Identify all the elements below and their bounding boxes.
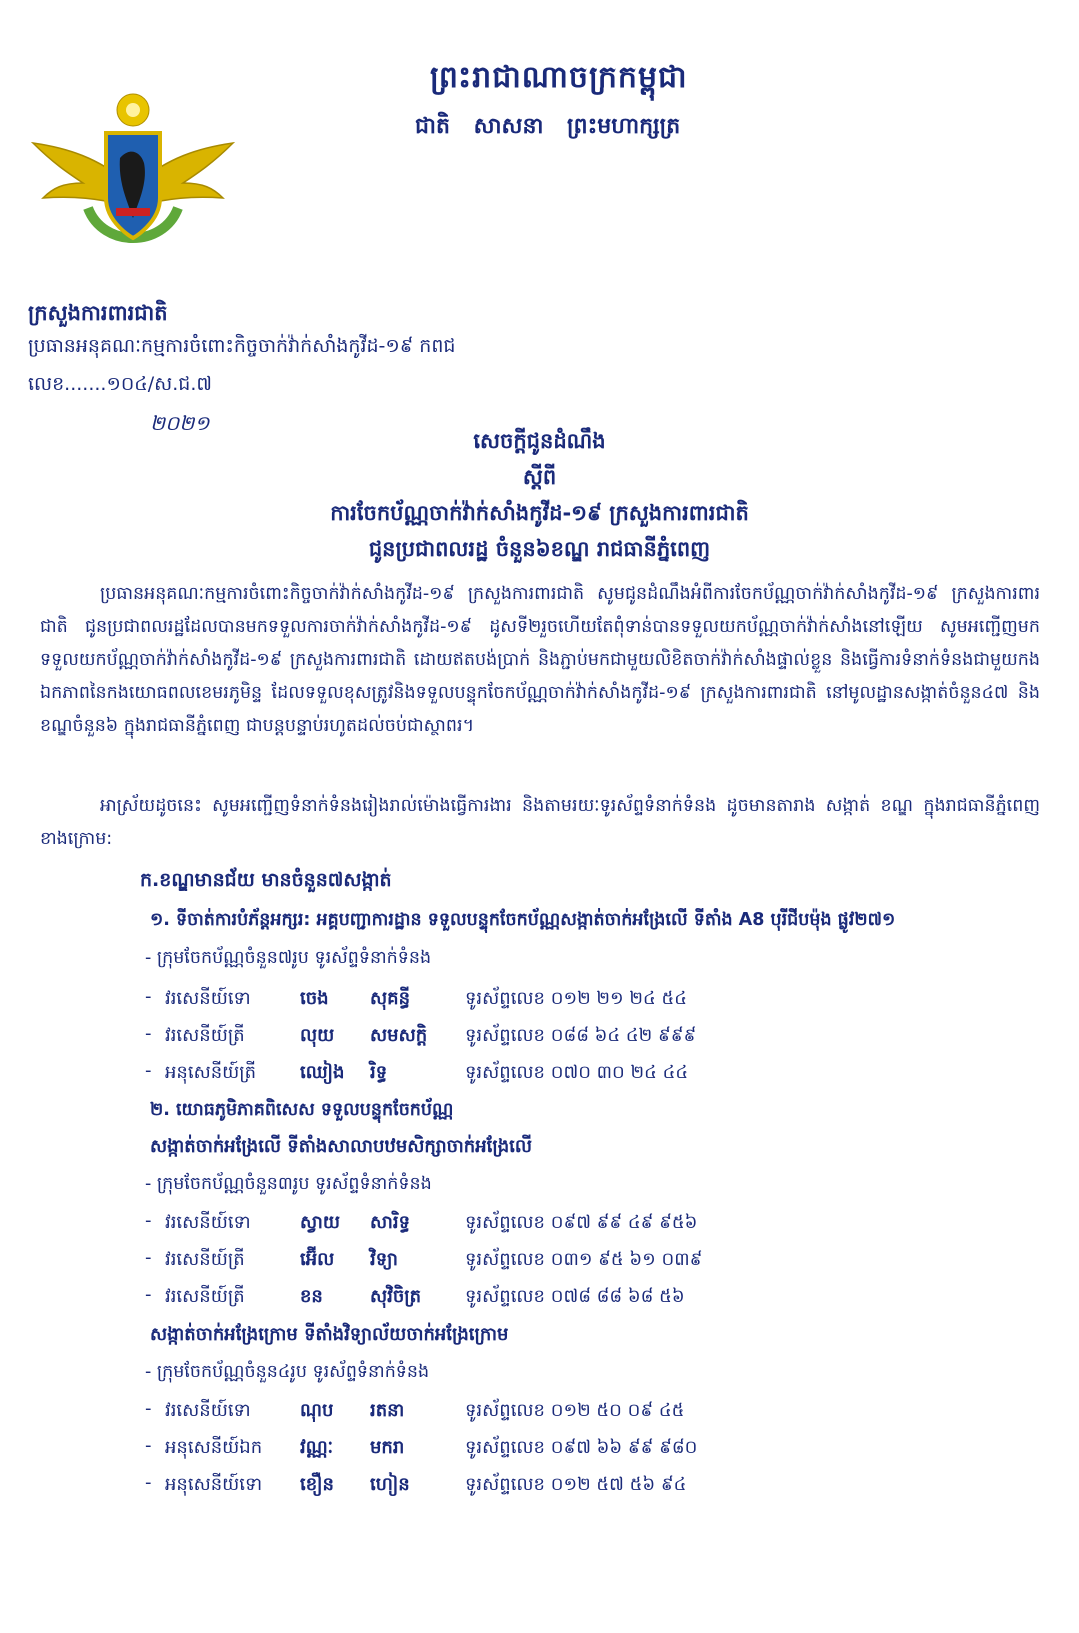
member-dash: - [145,986,152,1007]
member-family-name: ឈៀង [300,1062,345,1083]
member-rank: វរសេនីយ៍ទោ [165,1212,251,1233]
member-phone: ទូរស័ព្ទលេខ ០៧៨ ៨៨ ៦៨ ៥៦ [465,1286,685,1307]
member-given-name: រតនា [370,1400,405,1421]
member-dash: - [145,1472,152,1493]
member-rank: អនុសេនីយ៍ត្រី [165,1062,257,1083]
member-rank: អនុសេនីយ៍ទោ [165,1474,263,1495]
member-given-name: សុគន្ធី [370,988,410,1009]
member-given-name: រិទ្ធ [370,1062,388,1083]
member-given-name: វិទ្យា [370,1249,398,1270]
member-dash: - [145,1435,152,1456]
member-rank: វរសេនីយ៍ទោ [165,988,251,1009]
member-phone: ទូរស័ព្ទលេខ ០៩៧ ៦៦ ៩៩ ៩៨០ [465,1437,698,1458]
item-2-team-2: - ក្រុមចែកប័ណ្ណចំនួន៤រូប ទូរស័ព្ទទំនាក់ទំនង [145,1362,430,1382]
member-given-name: មករា [370,1437,405,1458]
notice-subject-line2: ជូនប្រជាពលរដ្ឋ ចំនួន៦ខណ្ឌ រាជធានីភ្នំពេញ [368,537,711,561]
member-dash: - [145,1210,152,1231]
member-given-name: សុវិចិត្រ [370,1286,422,1307]
member-dash: - [145,1060,152,1081]
kingdom-heading: ព្រះរាជាណាចក្រកម្ពុជា [430,60,688,95]
ministry-emblem-logo [28,88,238,263]
member-family-name: ស្វាយ [300,1212,340,1233]
member-family-name: លុយ [300,1025,335,1046]
section-ka-heading: ក.ខណ្ឌមានជ័យ មានចំនួន៧សង្កាត់ [140,869,392,891]
member-phone: ទូរស័ព្ទលេខ ០១២ ២១ ២៤ ៥៤ [465,988,687,1009]
member-rank: អនុសេនីយ៍ឯក [165,1437,263,1458]
member-rank: វរសេនីយ៍ទោ [165,1400,251,1421]
item-2-location-1: សង្កាត់ចាក់អង្រែលើ ទីតាំងសាលាបឋមសិក្សាចាក់អង្រែលើ [150,1136,532,1157]
member-dash: - [145,1284,152,1305]
item-2-location-2: សង្កាត់ចាក់អង្រែក្រោម ទីតាំងវិទ្យាល័យចាក់អង្រែក្រោម [150,1324,509,1345]
notice-subject-label: ស្តីពី [522,465,557,489]
notice-subject-line1: ការចែកប័ណ្ណចាក់វ៉ាក់សាំងកូវីដ-១៩ ក្រសួងការពារជាតិ [330,501,749,525]
member-phone: ទូរស័ព្ទលេខ ០១២ ៥០ ០៩ ៤៥ [465,1400,685,1421]
member-rank: វរសេនីយ៍ត្រី [165,1286,245,1307]
member-given-name: ហៀន [370,1474,410,1495]
member-given-name: សារិទ្ធ [370,1212,410,1233]
item-1-team: - ក្រុមចែកប័ណ្ណចំនួន៧រូប ទូរស័ព្ទទំនាក់ទំនង [145,948,432,968]
reference-year: ២០២១ [150,411,210,435]
member-rank: វរសេនីយ៍ត្រី [165,1249,245,1270]
ministry-name: ក្រសួងការពារជាតិ [28,301,168,325]
body-paragraph-2: អាស្រ័យដូចនេះ សូមអញ្ជើញទំនាក់ទំនងរៀងរាល់ម៉ោងធ្វើការងារ និងតាមរយៈទូរស័ព្ទទំនាក់ទំនង ដូចមានតារាង សង្កាត់ ខណ្ឌ ក្នុងរាជធានីភ្នំពេញ ខាងក្រោម: [40,796,1040,849]
item-1-heading: ១. ទីចាត់ការបំភ័ន្តអក្សរ: អគ្គបញ្ជាការដ្ឋាន ទទួលបន្ទុកចែកប័ណ្ណសង្កាត់ចាក់អង្រែលើ ទីតាំង A8 បុរីជីបម៉ុង ផ្លូវ២៧១ [150,910,896,930]
committee-name: ប្រធានអនុគណៈកម្មការចំពោះកិច្ចចាក់វ៉ាក់សាំងកូវីដ-១៩ កពជ [28,335,456,357]
national-motto: ជាតិ សាសនា ព្រះមហាក្សត្រ [415,114,681,139]
body-paragraph-1: ប្រធានអនុគណៈកម្មការចំពោះកិច្ចចាក់វ៉ាក់សាំងកូវីដ-១៩ ក្រសួងការពារជាតិ សូមជូនដំណឹងអំពីការចែកប័ណ្ណចាក់វ៉ាក់សាំងកូវីដ-១៩ ក្រសួងការពារជាតិ ជូនប្រជាពលរដ្ឋដែលបានមកទទួលការចាក់វ៉ាក់សាំងកូវីដ-១៩ ដូសទី២រួចហើយតែពុំទាន់បានទទួលយកប័ណ្ណចាក់វ៉ាក់សាំងនៅឡើយ សូមអញ្ជើញមកទទួលយកប័ណ្ណចាក់វ៉ាក់សាំងកូវីដ-១៩ ក្រសួងការពារជាតិ ដោយឥតបង់ប្រាក់ និងភ្ជាប់មកជាមួយលិខិតចាក់វ៉ាក់សាំងផ្ទាល់ខ្លួន និងធ្វើការទំនាក់ទំនងជាមួយកងឯកភាពនៃកងយោធពលខេមរភូមិន្ទ ដែលទទួលខុសត្រូវនិងទទួលបន្ទុកចែកប័ណ្ណចាក់វ៉ាក់សាំងកូវីដ-១៩ ក្រសួងការពារជាតិ នៅមូលដ្ឋានសង្កាត់ចំនួន៤៧ និងខណ្ឌចំនួន៦ ក្នុងរាជធានីភ្នំពេញ ជាបន្តបន្ទាប់រហូតដល់ចប់ជាស្ថាពរ។ [40,584,1040,736]
member-phone: ទូរស័ព្ទលេខ ០៧០ ៣០ ២៤ ៤៤ [465,1062,689,1083]
member-family-name: ណុប [300,1400,334,1421]
member-family-name: អ៊ើល [300,1249,335,1270]
member-phone: ទូរស័ព្ទលេខ ០៨៨ ៦៤ ៤២ ៩៩៩ [465,1025,697,1046]
item-2-team-1: - ក្រុមចែកប័ណ្ណចំនួន៣រូប ទូរស័ព្ទទំនាក់ទំនង [145,1174,432,1194]
reference-number: លេខ.......១០៤/ស.ជ.៧ [28,373,212,395]
member-given-name: សមសក្តិ [370,1025,428,1046]
member-phone: ទូរស័ព្ទលេខ ០៩៧ ៩៩ ៤៩ ៩៥៦ [465,1212,698,1233]
member-dash: - [145,1247,152,1268]
item-2-heading: ២. យោធភូមិភាគពិសេស ទទួលបន្ទុកចែកប័ណ្ណ [150,1100,454,1120]
member-family-name: ចេង [300,988,329,1009]
member-family-name: ខន [300,1286,323,1307]
member-family-name: វណ្ណៈ [300,1437,334,1458]
member-phone: ទូរស័ព្ទលេខ ០៣១ ៩៥ ៦១ ០៣៩ [465,1249,703,1270]
notice-title: សេចក្តីជូនដំណឹង [473,429,606,453]
member-phone: ទូរស័ព្ទលេខ ០១២ ៥៧ ៥៦ ៩៤ [465,1474,687,1495]
member-rank: វរសេនីយ៍ត្រី [165,1025,245,1046]
member-family-name: ខឿន [300,1474,334,1495]
member-dash: - [145,1398,152,1419]
member-dash: - [145,1023,152,1044]
